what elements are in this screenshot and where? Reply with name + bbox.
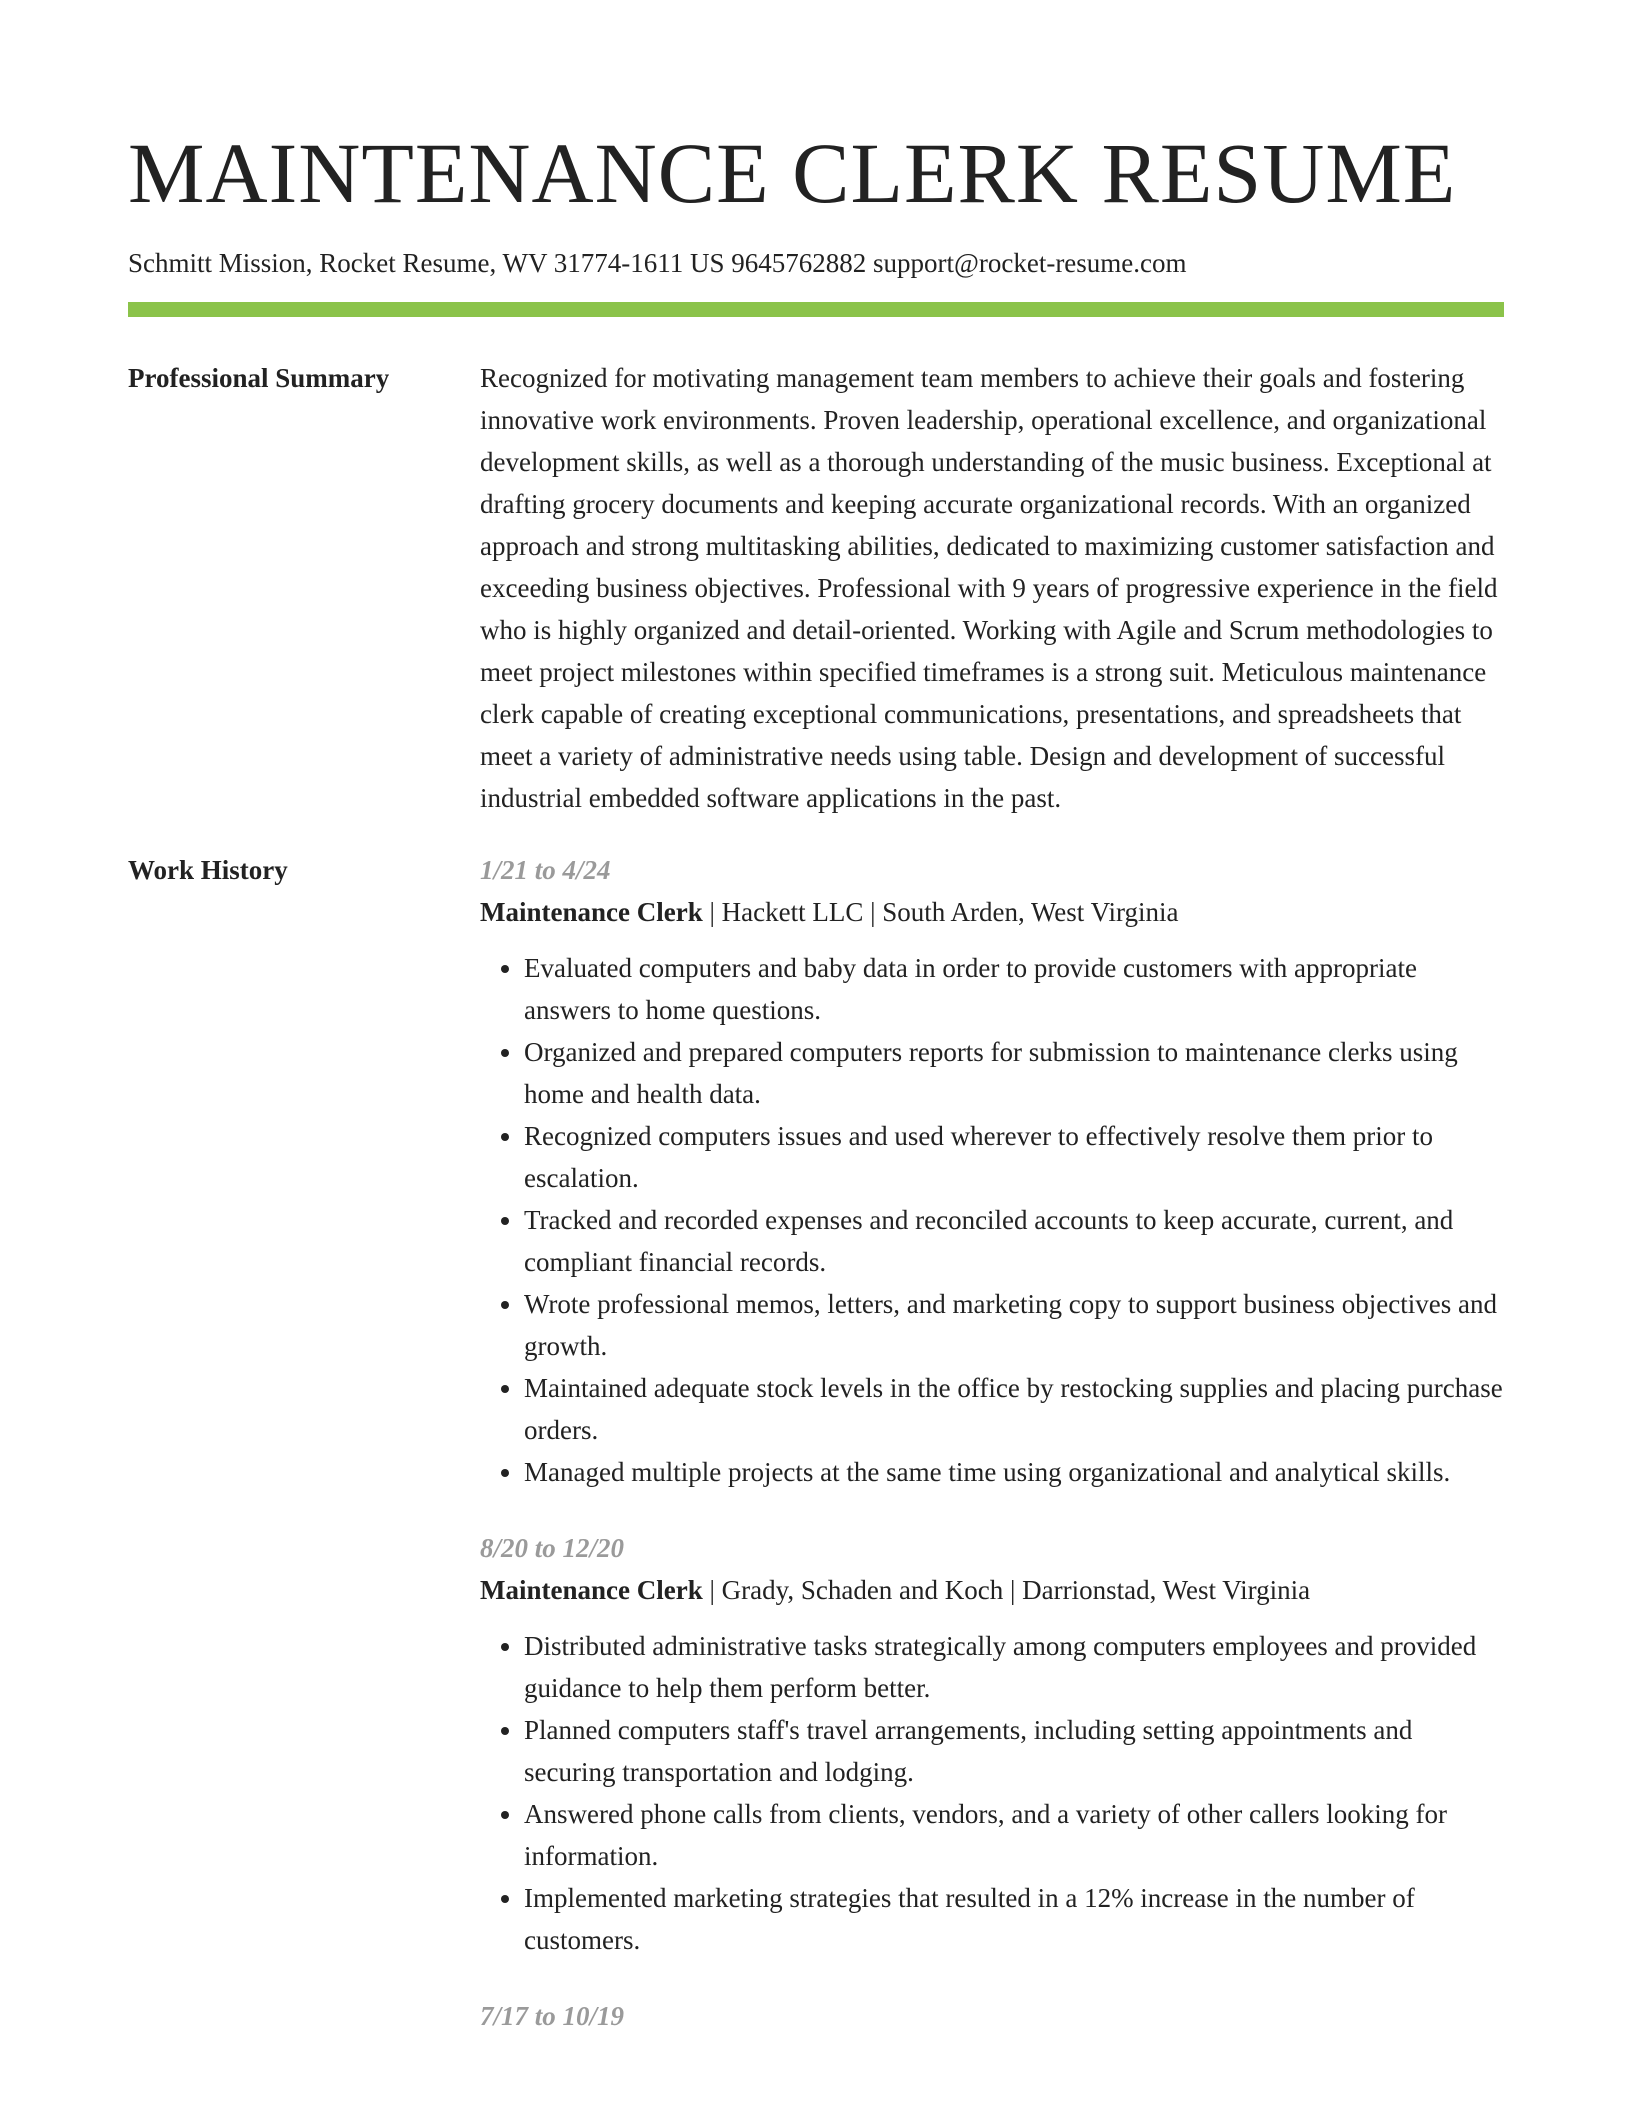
job-bullet: • Implemented marketing strategies that resulted in a 12% increase in the number of customers. [524,1877,1504,1961]
job-bullet: • Evaluated computers and baby data in order to provide customers with appropriate answers to home questions. [524,947,1504,1031]
job-bullet: • Distributed administrative tasks strategically among computers employees and provided guidance to help them perform better. [524,1625,1504,1709]
job-bullet: • Managed multiple projects at the same time using organizational and analytical skills. [524,1451,1504,1493]
job-bullet: • Answered phone calls from clients, vendors, and a variety of other callers looking for information. [524,1793,1504,1877]
job-employer-location: | Grady, Schaden and Koch | Darrionstad, West Virginia [702,1575,1311,1605]
job-bullet: • Planned computers staff's travel arrangements, including setting appointments and securing transportation and lodging. [524,1709,1504,1793]
job-bullet: • Maintained adequate stock levels in the office by restocking supplies and placing purchase orders. [524,1367,1504,1451]
job-employer-location: | Hackett LLC | South Arden, West Virginia [702,897,1179,927]
job-dates: 1/21 to 4/24 [480,855,611,885]
professional-summary-section [128,357,1504,819]
summary-content [480,357,1504,819]
job-bullet-list [480,1625,1504,1961]
work-history-content [480,849,1504,2071]
job-bullet-list [480,947,1504,1493]
contact-line: Schmitt Mission, Rocket Resume, WV 31774-1611 US 9645762882 support@rocket-resume.com [128,248,1187,278]
job-bullet: • Tracked and recorded expenses and reconciled accounts to keep accurate, current, and compliant financial records. [524,1199,1504,1283]
job-heading [480,1569,1504,1611]
resume-page [128,0,1504,2071]
job-entry [480,1995,1504,2037]
job-heading [480,891,1504,933]
job-entry [480,849,1504,1493]
accent-divider [128,302,1504,317]
work-history-section [128,849,1504,2071]
job-dates: 7/17 to 10/19 [480,2001,625,2031]
resume-title: MAINTENANCE CLERK RESUME [128,125,1457,221]
section-label-summary: Professional Summary [128,363,390,393]
job-bullet: • Organized and prepared computers reports for submission to maintenance clerks using home and health data. [524,1031,1504,1115]
job-title: Maintenance Clerk [480,1575,703,1605]
job-title: Maintenance Clerk [480,897,703,927]
job-entry [480,1527,1504,1961]
job-bullet: • Wrote professional memos, letters, and marketing copy to support business objectives and growth. [524,1283,1504,1367]
job-bullet: • Recognized computers issues and used wherever to effectively resolve them prior to escalation. [524,1115,1504,1199]
summary-text: Recognized for motivating management team members to achieve their goals and fostering innovative work environments. Proven leadership, operational excellence, and organizational development skills, as well as a thorough understanding of the music business. Exceptional at drafting grocery documents and keeping accurate organizational records. With an organized approach and strong multitasking abilities, dedicated to maximizing customer satisfaction and exceeding business objectives. Professional with 9 years of progressive experience in the field who is highly organized and detail-oriented. Working with Agile and Scrum methodologies to meet project milestones within specified timeframes is a strong suit. Meticulous maintenance clerk capable of creating exceptional communications, presentations, and spreadsheets that meet a variety of administrative needs using table. Design and development of successful industrial embedded software applications in the past. [480,363,1498,813]
job-dates: 8/20 to 12/20 [480,1533,625,1563]
section-label-work-history: Work History [128,855,288,885]
